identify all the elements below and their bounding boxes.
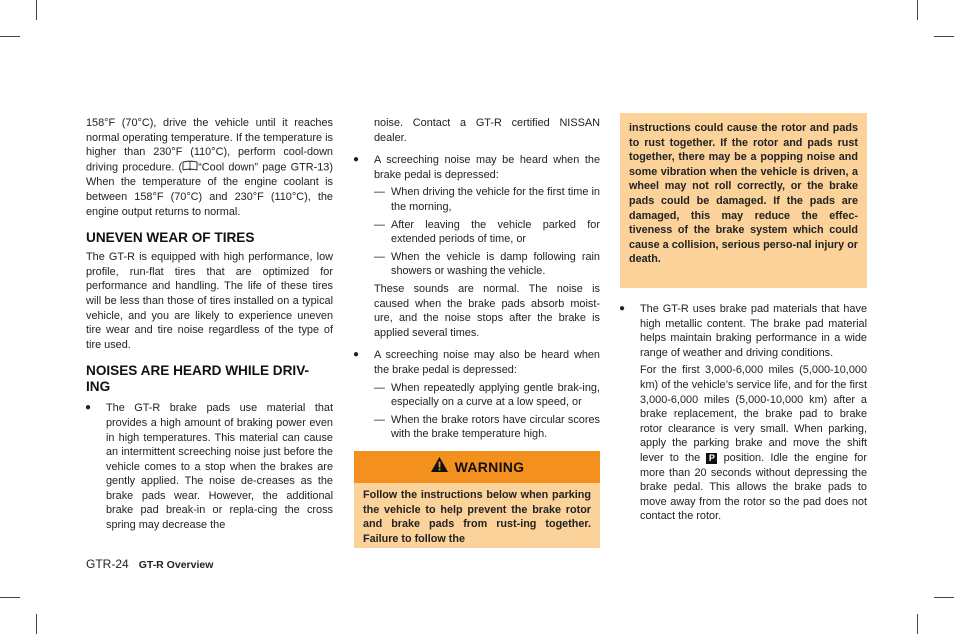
- warning-continued: instructions could cause the rotor and pads to rust together. If the rotor and pads rust together, there may be a popping noise and some vibration when the vehicle is driven, a wheel may not roll correctly, or the brake pads could be damaged. If the pads are damaged, this may reduce the effec-tiveness of the brake system which could cause a collision, serious perso-nal injury or death.: [620, 113, 867, 288]
- crop-mark: [36, 0, 37, 20]
- sub-item-text: When driving the vehicle for the first time in the morning,: [391, 186, 600, 213]
- warning-body: Follow the instructions below when parking the vehicle to help prevent the brake rotor and brake pads from rust-ing together. Failure to follow the: [354, 483, 600, 548]
- list-item: [86, 401, 333, 532]
- tires-paragraph: The GT-R is equipped with high performance, low profile, run-flat tires that are optimized for performance and handling. The life of these tires will be less than those of tires installed on a typical vehicle, and you are likely to experience uneven tire wear and tire noise regardless of the type of tire used.: [86, 251, 333, 351]
- break-in-paragraph: [620, 363, 867, 524]
- intro-reference-text: “Cool down” page GTR-13) When the temperature of the engine coolant is between 158°F (70°C) and 230°F (110°C), the engine output returns to normal.: [86, 161, 333, 218]
- warning-title: WARNING: [454, 459, 525, 475]
- crop-mark: [917, 0, 918, 20]
- intro-text: 158°F (70°C), drive the vehicle until it reaches normal operating temperature. If the temperature is higher than 230°F (110°C), perform cool-down driving procedure. (: [86, 117, 333, 174]
- warning-icon: [430, 456, 449, 478]
- sub-item: [354, 250, 600, 279]
- list-item: [354, 348, 600, 377]
- sub-item-text: When repeatedly applying gentle brak-ing, especially on a curve at a low speed, or: [391, 381, 600, 409]
- page-footer: [86, 557, 213, 571]
- park-position-icon: P: [706, 453, 717, 464]
- sub-item: [354, 381, 600, 410]
- crop-mark: [917, 614, 918, 634]
- sub-item: [354, 185, 600, 214]
- crop-mark: [36, 614, 37, 634]
- continued-paragraph: noise. Contact a GT-R certified NISSAN dealer.: [374, 117, 600, 144]
- section-name: GT-R Overview: [138, 559, 214, 571]
- list-item: [620, 302, 867, 360]
- dash: —: [374, 186, 385, 199]
- warning-header: [354, 451, 600, 483]
- dash: —: [374, 250, 385, 263]
- bullet-text: A screeching noise may also be heard when the brake pedal is depressed:: [374, 349, 600, 376]
- bullet-text: The GT-R brake pads use material that provides a high amount of braking power even in high temperatures. This material can cause an intermittent screeching noise just before the vehicle comes to a stop when the brakes are gently applied. The noise de-creases as the brake pads wear. However, the additional brake pad break-in or repla-cing the cross spring may decrease the: [106, 402, 333, 532]
- sub-item: [354, 218, 600, 247]
- bullet-dot: ●: [353, 154, 360, 166]
- crop-mark: [0, 597, 20, 598]
- crop-mark: [934, 36, 954, 37]
- sub-item: [354, 413, 600, 442]
- heading-uneven-wear: UNEVEN WEAR OF TIRES: [86, 230, 255, 246]
- column-3: [620, 302, 867, 524]
- crop-mark: [0, 36, 20, 37]
- heading-noises: NOISES ARE HEARD WHILE DRIV-ING: [86, 363, 310, 395]
- bullet-dot: ●: [619, 303, 626, 314]
- break-in-text-continued: position. Idle the engine for more than 20 seconds without depressing the brake pedal. This allows the brake pads to move away from the rotor so the pad does not contact the rotor.: [640, 451, 867, 523]
- sub-item-text: After leaving the vehicle parked for extended periods of time, or: [391, 218, 600, 246]
- column-2: [354, 116, 600, 442]
- normal-sounds-paragraph: These sounds are normal. The noise is caused when the brake pads absorb moist-ure, and the noise stops after the brake is applied several times.: [374, 282, 600, 339]
- page-number: GTR-24: [86, 557, 129, 571]
- column-1: [86, 116, 333, 533]
- bullet-dot: ●: [353, 349, 360, 361]
- dash: —: [374, 218, 385, 231]
- bullet-text: The GT-R uses brake pad materials that have high metallic content. The brake pad material helps maintain braking performance in a wide range of weather and driving conditions.: [640, 303, 867, 359]
- sub-item-text: When the vehicle is damp following rain showers or washing the vehicle.: [391, 250, 600, 278]
- break-in-text: For the first 3,000-6,000 miles (5,000-10,000 km) of the vehicle’s service life, and for the first 3,000-6,000 miles (5,000-10,000 km) after a brake replacement, the brake pad to brake rotor clearance is very small. When parking, apply the parking brake and move the shift lever to the: [640, 364, 867, 464]
- dash: —: [374, 381, 385, 394]
- list-item: [354, 153, 600, 182]
- dash: —: [374, 413, 385, 426]
- intro-paragraph: [86, 116, 333, 219]
- sub-item-text: When the brake rotors have circular scores with the brake temperature high.: [391, 413, 600, 441]
- bullet-dot: ●: [85, 402, 92, 414]
- reference-book-icon: [182, 160, 198, 176]
- bullet-text: A screeching noise may be heard when the brake pedal is depressed:: [374, 154, 600, 181]
- crop-mark: [934, 597, 954, 598]
